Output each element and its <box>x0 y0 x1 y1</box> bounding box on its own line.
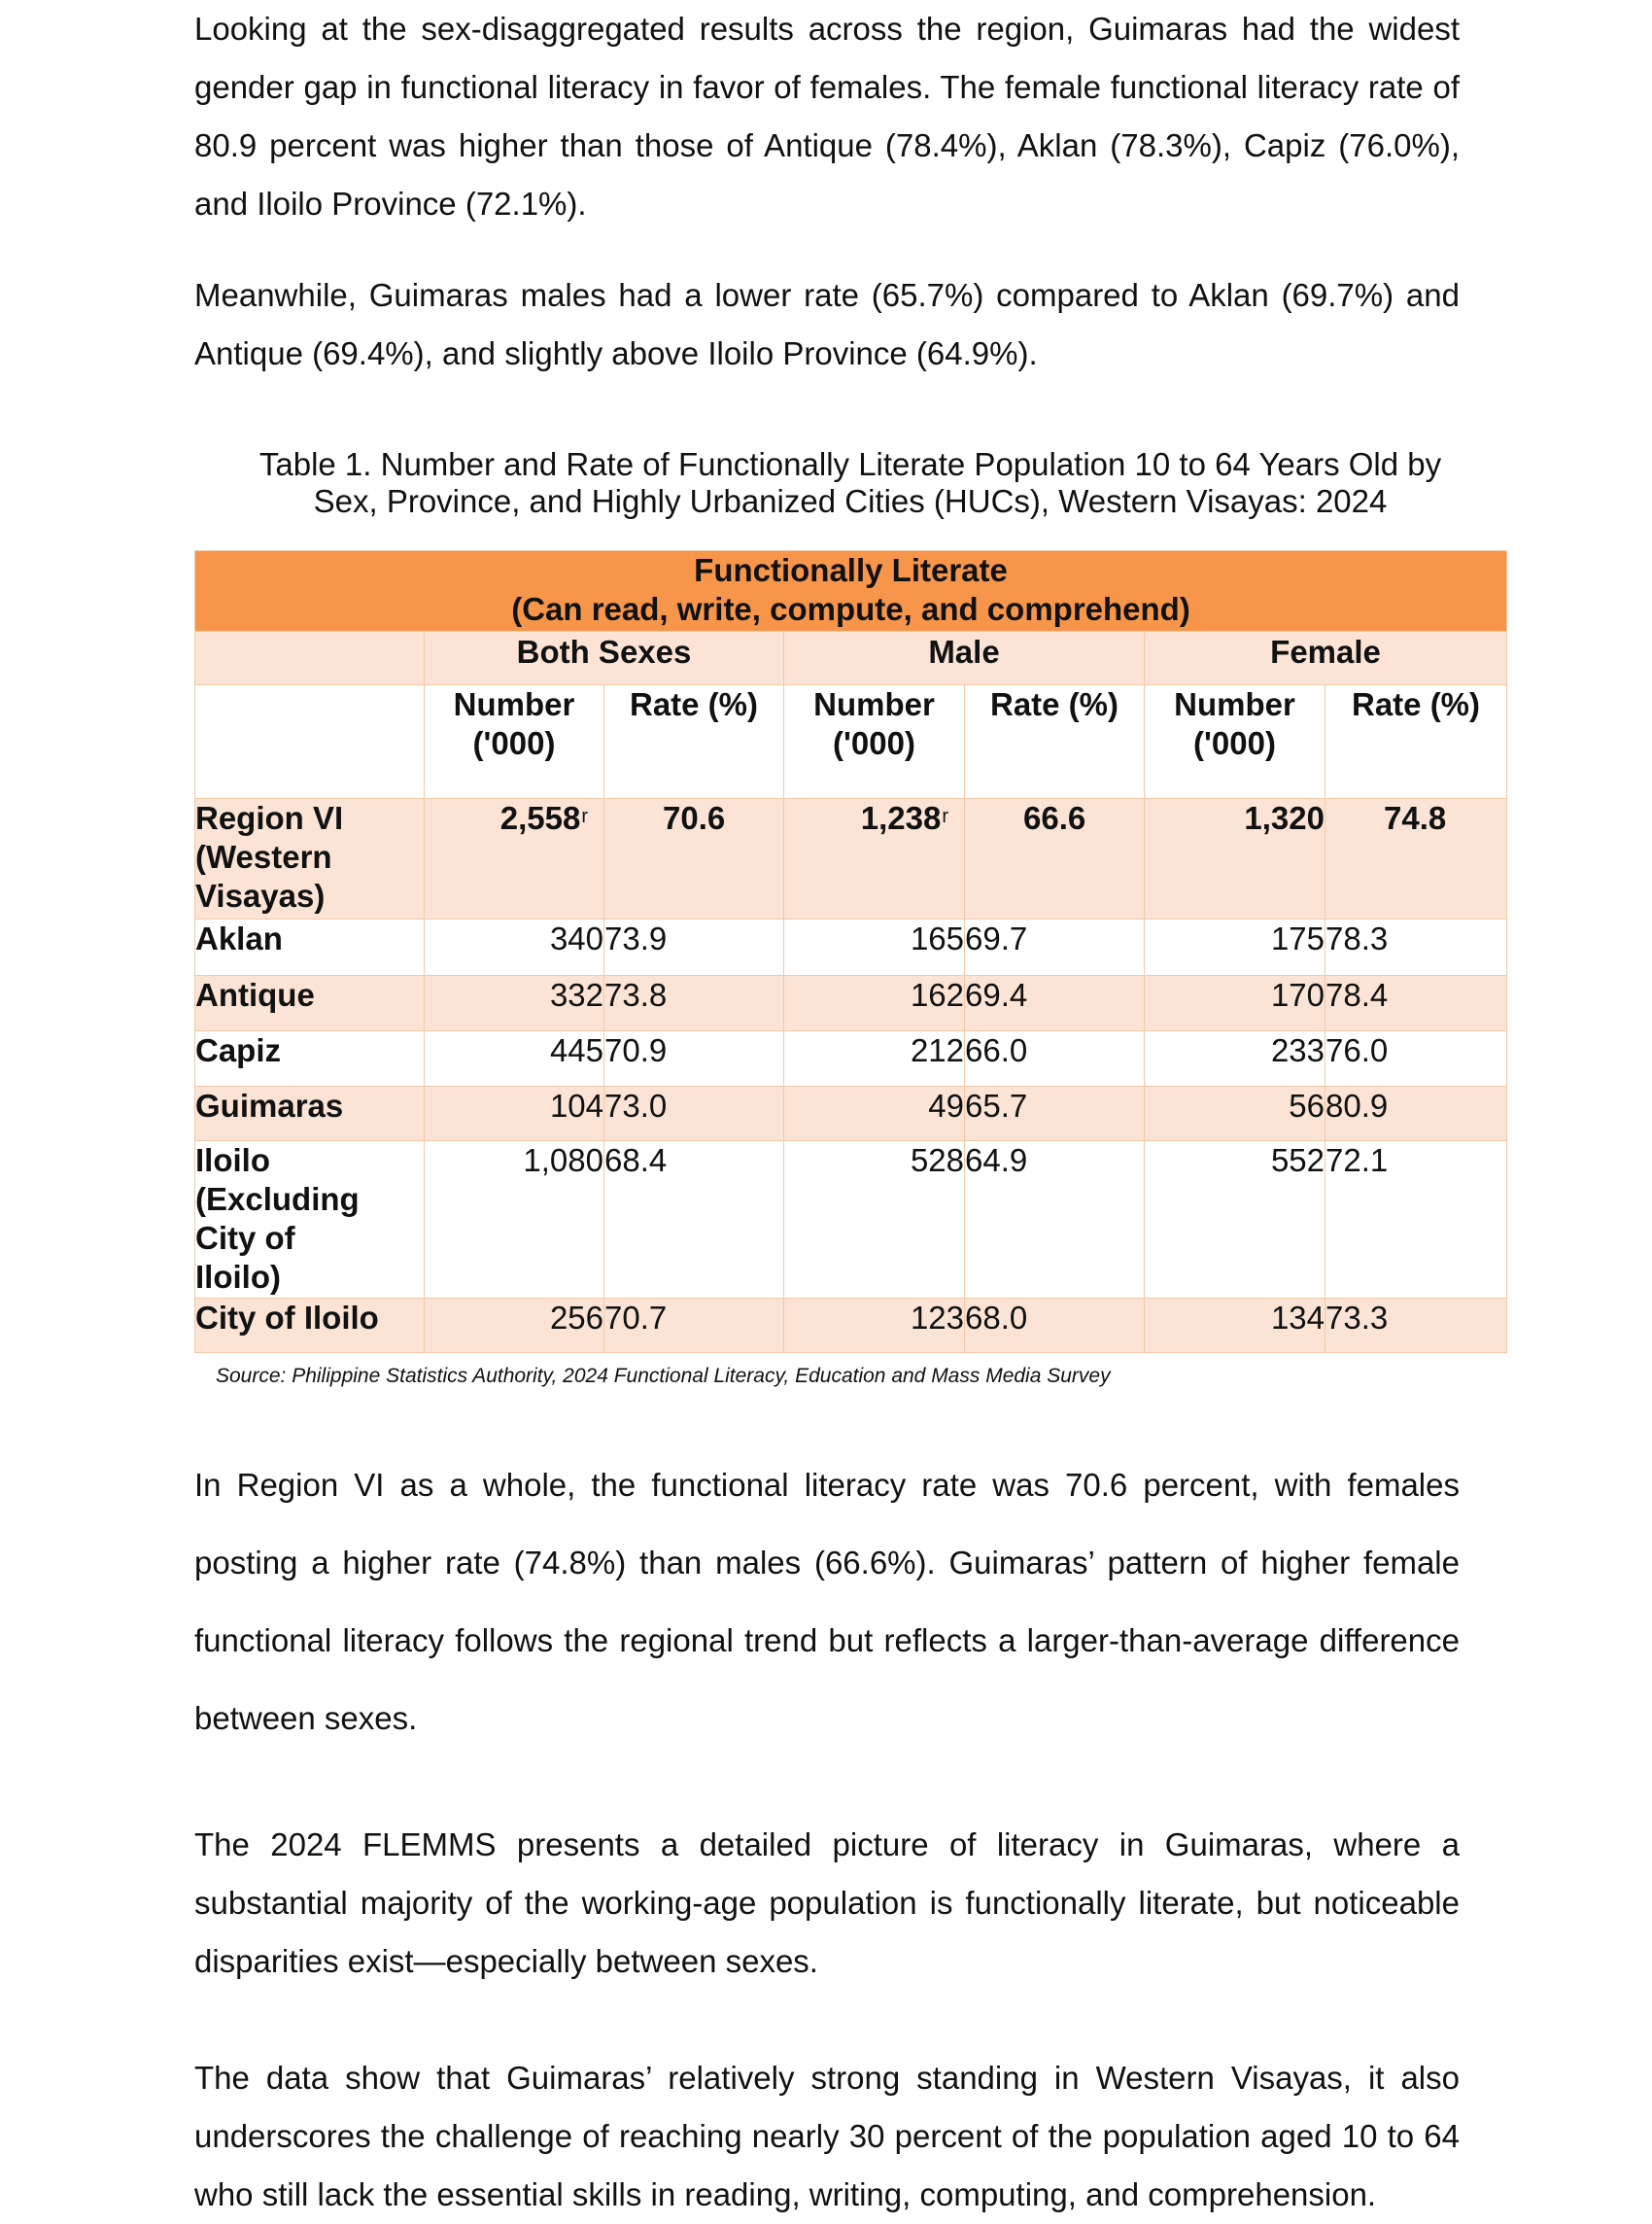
table-header-blank <box>195 632 425 685</box>
cell-female-number: 1,320 <box>1145 799 1325 920</box>
cell-female-rate: 73.3 <box>1325 1299 1507 1353</box>
cell-female-rate: 78.4 <box>1325 976 1507 1031</box>
table-row-guimaras <box>195 1087 1507 1141</box>
cell-both-rate: 70.7 <box>604 1299 784 1353</box>
row-name-line: Region VI <box>195 800 344 836</box>
revised-mark: r <box>581 806 588 827</box>
row-name: Aklan <box>195 920 425 976</box>
cell-male-rate: 69.7 <box>965 920 1145 976</box>
number-label: Number <box>813 686 935 722</box>
cell-both-number <box>425 799 604 920</box>
cell-female-rate: 74.8 <box>1325 799 1507 920</box>
number-label: Number <box>1174 686 1295 722</box>
column-header-rate: Rate (%) <box>965 685 1145 799</box>
group-header-both-sexes: Both Sexes <box>425 632 784 685</box>
cell-male-rate: 65.7 <box>965 1087 1145 1141</box>
cell-both-number: 104 <box>425 1087 604 1141</box>
revised-mark: r <box>942 806 948 827</box>
table-row-aklan <box>195 920 1507 976</box>
cell-both-rate: 73.8 <box>604 976 784 1031</box>
cell-male-rate: 68.0 <box>965 1299 1145 1353</box>
cell-female-number: 552 <box>1145 1141 1325 1299</box>
cell-male-number: 165 <box>784 920 965 976</box>
row-name-line: Iloilo) <box>195 1259 281 1295</box>
cell-both-number: 340 <box>425 920 604 976</box>
table-row-region-vi <box>195 799 1507 920</box>
cell-both-rate: 73.9 <box>604 920 784 976</box>
number-unit-label: ('000) <box>472 725 556 761</box>
column-header-number <box>1145 685 1325 799</box>
cell-both-number: 332 <box>425 976 604 1031</box>
row-name-line: (Western <box>195 839 332 875</box>
table-caption-line-1: Table 1. Number and Rate of Functionally Literate Population 10 to 64 Years Old by <box>258 446 1442 482</box>
column-header-number <box>784 685 965 799</box>
row-name-line: Iloilo <box>195 1142 270 1178</box>
column-header-rate: Rate (%) <box>604 685 784 799</box>
row-name-line: (Excluding <box>195 1181 360 1217</box>
table-header-blank <box>195 685 425 799</box>
row-name <box>195 799 425 920</box>
cell-male-number: 528 <box>784 1141 965 1299</box>
table-header-title <box>195 551 1507 632</box>
cell-male-rate: 69.4 <box>965 976 1145 1031</box>
cell-both-number: 256 <box>425 1299 604 1353</box>
table-source-note: Source: Philippine Statistics Authority, 2024 Functional Literacy, Education and Mass Media Survey <box>216 1365 1111 1387</box>
paragraph-region-vi: In Region VI as a whole, the functional literacy rate was 70.6 percent, with females posting a higher rate (74.8%) than males (66.6%). Guimaras’ pattern of higher female functional literacy follows the regional trend but reflects a larger-than-average difference between sexes. <box>194 1467 1460 1736</box>
table-header-title-row <box>195 551 1507 632</box>
cell-male-rate: 66.6 <box>965 799 1145 920</box>
cell-male-number <box>784 799 965 920</box>
paragraph-flemms: The 2024 FLEMMS presents a detailed picture of literacy in Guimaras, where a substantial majority of the working-age population is functionally literate, but noticeable disparities exist—especially between sexes. <box>194 1826 1460 1979</box>
cell-female-number: 175 <box>1145 920 1325 976</box>
cell-female-number: 233 <box>1145 1031 1325 1087</box>
paragraph-conclusion: The data show that Guimaras’ relatively strong standing in Western Visayas, it also underscores the challenge of reaching nearly 30 percent of the population aged 10 to 64 who still lack the essential skills in reading, writing, computing, and comprehension. <box>194 2060 1460 2212</box>
cell-both-rate: 70.9 <box>604 1031 784 1087</box>
cell-female-number: 56 <box>1145 1087 1325 1141</box>
cell-female-number: 170 <box>1145 976 1325 1031</box>
row-name: City of Iloilo <box>195 1299 425 1353</box>
table-row-capiz <box>195 1031 1507 1087</box>
column-header-number <box>425 685 604 799</box>
table-header-group-row <box>195 632 1507 685</box>
cell-male-number: 123 <box>784 1299 965 1353</box>
cell-male-number: 212 <box>784 1031 965 1087</box>
cell-female-number: 134 <box>1145 1299 1325 1353</box>
cell-male-number: 49 <box>784 1087 965 1141</box>
cell-value: 1,238 <box>860 800 942 836</box>
table-row-iloilo <box>195 1141 1507 1299</box>
row-name-line: City of <box>195 1220 295 1256</box>
row-name: Capiz <box>195 1031 425 1087</box>
cell-both-number: 445 <box>425 1031 604 1087</box>
cell-both-rate: 68.4 <box>604 1141 784 1299</box>
table-header-sub-row <box>195 685 1507 799</box>
number-unit-label: ('000) <box>833 725 915 761</box>
cell-female-rate: 78.3 <box>1325 920 1507 976</box>
cell-both-rate: 73.0 <box>604 1087 784 1141</box>
number-label: Number <box>453 686 575 722</box>
paragraph-males: Meanwhile, Guimaras males had a lower rate (65.7%) compared to Aklan (69.7%) and Antique (69.4%), and slightly above Iloilo Province (64.9%). <box>194 277 1460 371</box>
cell-male-number: 162 <box>784 976 965 1031</box>
row-name: Guimaras <box>195 1087 425 1141</box>
number-unit-label: ('000) <box>1193 725 1276 761</box>
table-row-city-of-iloilo <box>195 1299 1507 1353</box>
literacy-table <box>194 550 1507 1353</box>
row-name <box>195 1141 425 1299</box>
cell-value: 2,558 <box>499 800 581 836</box>
cell-both-rate: 70.6 <box>604 799 784 920</box>
table-row-antique <box>195 976 1507 1031</box>
cell-male-rate: 66.0 <box>965 1031 1145 1087</box>
cell-female-rate: 80.9 <box>1325 1087 1507 1141</box>
cell-female-rate: 76.0 <box>1325 1031 1507 1087</box>
cell-both-number: 1,080 <box>425 1141 604 1299</box>
cell-female-rate: 72.1 <box>1325 1141 1507 1299</box>
row-name-line: Visayas) <box>195 878 326 914</box>
group-header-female: Female <box>1145 632 1507 685</box>
paragraph-sex-disaggregated: Looking at the sex-disaggregated results across the region, Guimaras had the widest gender gap in functional literacy in favor of females. The female functional literacy rate of 80.9 percent was higher than those of Antique (78.4%), Aklan (78.3%), Capiz (76.0%), and Iloilo Province (72.1%). <box>194 11 1460 222</box>
row-name: Antique <box>195 976 425 1031</box>
table-caption-line-2: Sex, Province, and Highly Urbanized Cities (HUCs), Western Visayas: 2024 <box>313 483 1388 519</box>
cell-male-rate: 64.9 <box>965 1141 1145 1299</box>
table-header-title-line-1: Functionally Literate <box>694 552 1008 588</box>
column-header-rate: Rate (%) <box>1325 685 1507 799</box>
table-header-title-line-2: (Can read, write, compute, and comprehend) <box>511 591 1190 627</box>
group-header-male: Male <box>784 632 1145 685</box>
table-caption <box>194 446 1506 520</box>
